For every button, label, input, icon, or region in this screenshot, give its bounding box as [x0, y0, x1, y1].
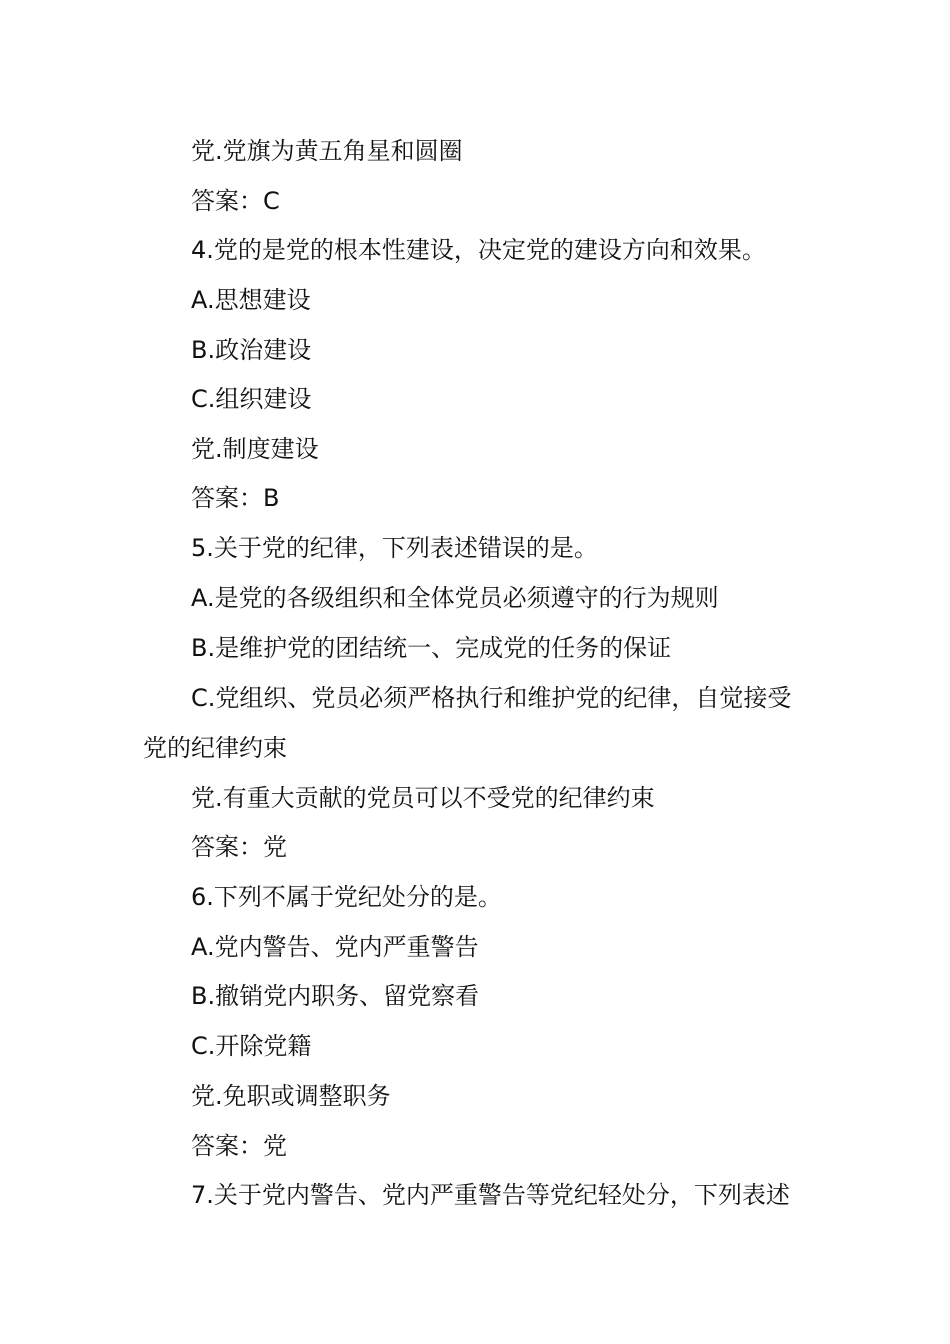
answer-q3: 答案：C: [191, 187, 280, 215]
question-7: 7.关于党内警告、党内严重警告等党纪轻处分，下列表述: [191, 1181, 790, 1209]
option-b-q5: B.是维护党的团结统一、完成党的任务的保证: [191, 634, 672, 662]
answer-q5: 答案：党: [191, 833, 287, 861]
option-c-q4: C.组织建设: [191, 385, 312, 413]
option-a-q4: A.思想建设: [191, 286, 311, 314]
option-c-q6: C.开除党籍: [191, 1032, 312, 1060]
answer-q4: 答案：B: [191, 484, 280, 512]
option-c-q5-continued: 党的纪律约束: [143, 734, 287, 762]
option-b-q4: B.政治建设: [191, 336, 312, 364]
option-a-q6: A.党内警告、党内严重警告: [191, 933, 479, 961]
option-d-q4: 党.制度建设: [191, 435, 319, 463]
option-d-q5: 党.有重大贡献的党员可以不受党的纪律约束: [191, 784, 655, 812]
question-5: 5.关于党的纪律，下列表述错误的是。: [191, 534, 598, 562]
option-b-q6: B.撤销党内职务、留党察看: [191, 982, 480, 1010]
option-d-q3: 党.党旗为黄五角星和圆圈: [191, 137, 463, 165]
answer-q6: 答案：党: [191, 1132, 287, 1160]
question-4: 4.党的是党的根本性建设，决定党的建设方向和效果。: [191, 236, 766, 264]
question-6: 6.下列不属于党纪处分的是。: [191, 883, 502, 911]
option-a-q5: A.是党的各级组织和全体党员必须遵守的行为规则: [191, 584, 719, 612]
option-c-q5: C.党组织、党员必须严格执行和维护党的纪律，自觉接受: [191, 684, 792, 712]
option-d-q6: 党.免职或调整职务: [191, 1082, 391, 1110]
